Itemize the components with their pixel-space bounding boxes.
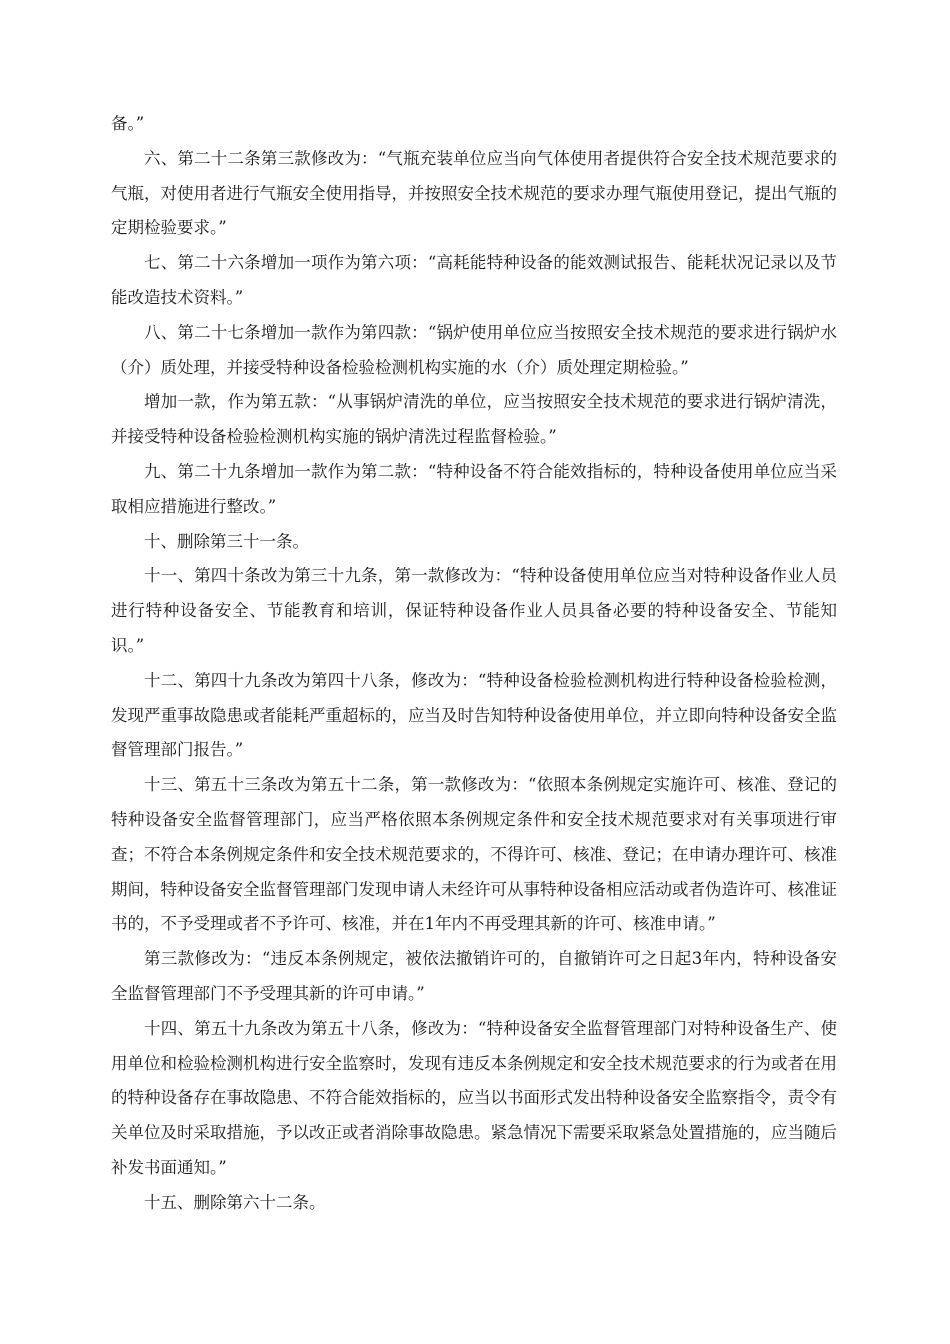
paragraph-item-11: 十一、第四十条改为第三十九条，第一款修改为：“特种设备使用单位应当对特种设备作业人员进行特种设备安全、节能教育和培训，保证特种设备作业人员具备必要的特种设备安全、节能知识。”: [111, 566, 837, 655]
paragraph-item-6: 六、第二十二条第三款修改为：“气瓶充装单位应当向气体使用者提供符合安全技术规范要求的气瓶，对使用者进行气瓶安全使用指导，并按照安全技术规范的要求办理气瓶使用登记，提出气瓶的定期检验要求。”: [111, 148, 837, 238]
paragraph-item-13-clause-3: 第三款修改为：“违反本条例规定，被依法撤销许可的，自撤销许可之日起3年内，特种设备安全监督管理部门不予受理其新的许可申请。”: [111, 949, 837, 1003]
document-body: [111, 107, 837, 1221]
paragraph-item-13: 十三、第五十三条改为第五十二条，第一款修改为：“依照本条例规定实施许可、核准、登记的特种设备安全监督管理部门，应当严格依照本条例规定条件和安全技术规范要求对有关事项进行审查；不符合本条例规定条件和安全技术规范要求的，不得许可、核准、登记；在申请办理许可、核准期间，特种设备安全监督管理部门发现申请人未经许可从事特种设备相应活动或者伪造许可、核准证书的，不予受理或者不予许可、核准，并在1年内不再受理其新的许可、核准申请。”: [111, 775, 837, 934]
paragraph-item-14: 十四、第五十九条改为第五十八条，修改为：“特种设备安全监督管理部门对特种设备生产、使用单位和检验检测机构进行安全监察时，发现有违反本条例规定和安全技术规范要求的行为或者在用的特种设备存在事故隐患、不符合能效指标的，应当以书面形式发出特种设备安全监察指令，责令有关单位及时采取措施，予以改正或者消除事故隐患。紧急情况下需要采取紧急处置措施的，应当随后补发书面通知。”: [111, 1018, 837, 1177]
paragraph-item-15: 十五、删除第六十二条。: [144, 1192, 326, 1212]
paragraph-continuation: 备。”: [111, 114, 145, 133]
paragraph-item-8: 八、第二十七条增加一款作为第四款：“锅炉使用单位应当按照安全技术规范的要求进行锅炉水（介）质处理，并接受特种设备检验检测机构实施的水（介）质处理定期检验。”: [111, 322, 837, 377]
paragraph-item-7: 七、第二十六条增加一项作为第六项：“高耗能特种设备的能效测试报告、能耗状况记录以及节能改造技术资料。”: [111, 253, 837, 307]
paragraph-item-9: 九、第二十九条增加一款作为第二款：“特种设备不符合能效指标的，特种设备使用单位应当采取相应措施进行整改。”: [111, 461, 837, 516]
paragraph-item-8-addition: 增加一款，作为第五款：“从事锅炉清洗的单位，应当按照安全技术规范的要求进行锅炉清洗，并接受特种设备检验检测机构实施的锅炉清洗过程监督检验。”: [111, 392, 837, 447]
paragraph-item-12: 十二、第四十九条改为第四十八条，修改为：“特种设备检验检测机构进行特种设备检验检测，发现严重事故隐患或者能耗严重超标的，应当及时告知特种设备使用单位，并立即向特种设备安全监督管理部门报告。”: [111, 670, 837, 760]
paragraph-item-10: 十、删除第三十一条。: [144, 531, 309, 551]
